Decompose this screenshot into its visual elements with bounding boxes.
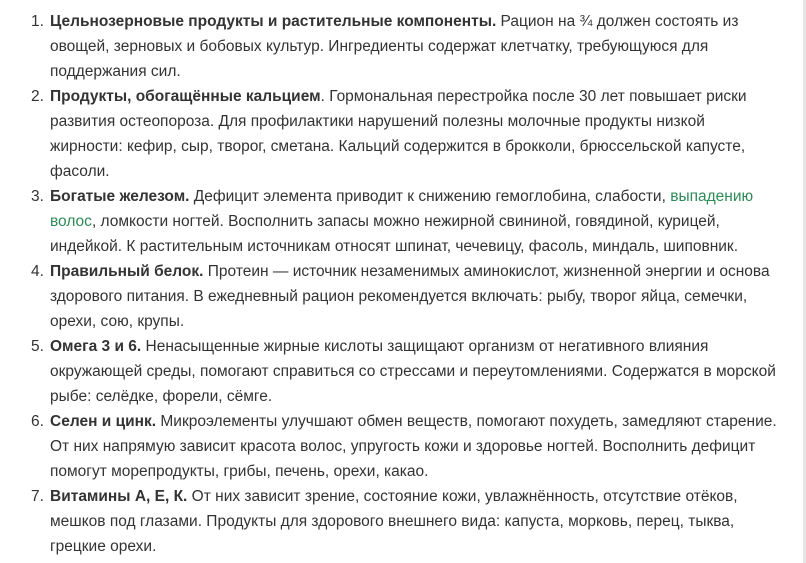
item-heading: Цельнозерновые продукты и растительные компоненты. [50, 13, 497, 30]
item-text: Дефицит элемента приводит к снижению гемоглобина, слабости, [189, 188, 671, 205]
item-number: 1. [31, 13, 44, 30]
item-text: Рацион на ¾ должен состоять из овощей, зерновых и бобовых культур. Ингредиенты содержат клетчатку, требующуюся для поддержания сил. [50, 13, 739, 80]
list-item-calcium [0, 84, 806, 184]
item-number: 7. [31, 488, 44, 505]
list-item-selenium-zinc [0, 409, 806, 484]
list-item-protein [0, 259, 806, 334]
item-heading: Богатые железом. [50, 188, 190, 205]
item-number: 4. [31, 263, 44, 280]
item-number: 2. [31, 88, 44, 105]
item-heading: Витамины А, Е, К. [50, 488, 188, 505]
item-text: Протеин — источник незаменимых аминокислот, жизненной энергии и основа здорового питания. В ежедневный рацион рекомендуется включать: рыбу, творог яйца, семечки, орехи, сою, крупы. [50, 263, 770, 330]
list-item-whole-grains [0, 9, 806, 84]
item-heading: Омега 3 и 6. [50, 338, 142, 355]
item-text: От них зависит зрение, состояние кожи, увлажнённость, отсутствие отёков, мешков под глазами. Продукты для здорового внешнего вида: капуста, морковь, перец, тыква, грецкие орехи. [50, 488, 738, 555]
nutrition-list [0, 9, 806, 559]
item-text: . Гормональная перестройка после 30 лет повышает риски развития остеопороза. Для профилактики нарушений полезны молочные продукты низкой жирности: кефир, сыр, творог, сметана. Кальций содержится в брокколи, брюссельской капусте, фасоли. [50, 88, 747, 180]
list-item-iron [0, 184, 806, 259]
item-number: 5. [31, 338, 44, 355]
item-text: , ломкости ногтей. Восполнить запасы можно нежирной свининой, говядиной, курицей, индейкой. К растительным источникам относят шпинат, чечевицу, фасоль, миндаль, шиповник. [50, 213, 739, 255]
item-text: Микроэлементы улучшают обмен веществ, помогают похудеть, замедляют старение. От них напрямую зависит красота волос, упругость кожи и здоровье ногтей. Восполнить дефицит помогут морепродукты, грибы, печень, орехи, какао. [50, 413, 777, 480]
list-item-vitamins [0, 484, 806, 559]
hair-loss-link[interactable]: выпадению волос [50, 188, 754, 230]
item-heading: Продукты, обогащённые кальцием [50, 88, 321, 105]
item-number: 6. [31, 413, 44, 430]
list-item-omega [0, 334, 806, 409]
item-heading: Правильный белок. [50, 263, 204, 280]
item-text: Ненасыщенные жирные кислоты защищают организм от негативного влияния окружающей среды, помогают справиться со стрессами и переутомлениями. Содержатся в морской рыбе: селёдке, форели, сёмге. [50, 338, 776, 405]
item-heading: Селен и цинк. [50, 413, 157, 430]
item-number: 3. [31, 188, 44, 205]
